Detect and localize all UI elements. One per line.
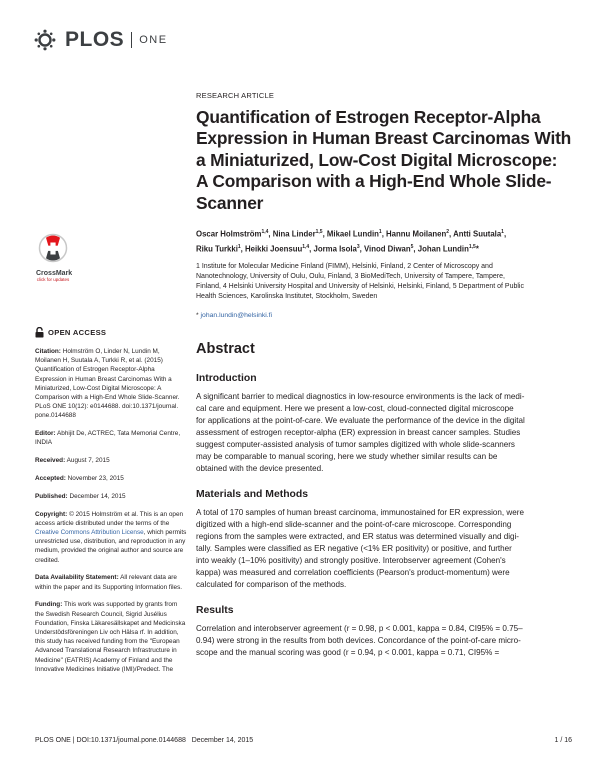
crossmark-subtitle: click for updates [36, 277, 70, 282]
published-label: Published: [35, 492, 68, 500]
journal-name: PLOS [65, 28, 125, 51]
paragraph-line: kappa) was measured and correlation coefficients (Pearson's product-momentum) were [196, 568, 510, 578]
received-date: August 7, 2015 [65, 457, 110, 465]
paragraph-line: A significant barrier to medical diagnostics in low-resource environments is the lack of medi- [196, 392, 525, 402]
affiliation-line: Health Sciences, Karolinska Institutet, Stockholm, Sweden [196, 293, 378, 301]
data-availability-label: Data Availability Statement: [35, 574, 119, 582]
funding-line: the Swedish Research Council, Sigrid Jusélius [35, 610, 167, 618]
title-line: Scanner [196, 192, 264, 213]
author-name[interactable]: Vinod Diwan [363, 244, 411, 254]
accepted-date: November 23, 2015 [65, 475, 124, 483]
funding-line: this study has received funding from the "European [35, 638, 180, 646]
paragraph-line: calculated for comparison of the methods. [196, 580, 347, 590]
author-affil-sup: 1,5 [315, 229, 323, 236]
affiliation-line: Finland, 4 Helsinki University Hospital and University of Helsinki, Helsinki, Finland, 5 Department of Public [196, 283, 524, 291]
paragraph-line: digitized with a high-end slide-scanner and the point-of-care microscope. Corresponding [196, 520, 512, 530]
section-paragraph [196, 623, 572, 659]
footer-doi: PLOS ONE | DOI:10.1371/journal.pone.0144688 [35, 737, 186, 744]
paragraph-line: Correlation and interobserver agreement (r = 0.98, p < 0.001, kappa = 0.84, CI95% = 0.75– [196, 624, 523, 634]
section-paragraph [196, 507, 572, 591]
section-heading: Materials and Methods [196, 489, 309, 501]
editor-block [35, 429, 183, 447]
author-name[interactable]: Hannu Moilanen [386, 229, 447, 239]
author-name[interactable]: Oscar Holmström [196, 229, 262, 239]
paragraph-line: cal care and equipment. Here we present a low-cost, cloud-connected digital microscope [196, 404, 514, 414]
editor-line: INDIA [35, 439, 53, 447]
page-number: 1 / 16 [554, 737, 572, 744]
author-name[interactable]: Heikki Joensuu [245, 244, 303, 254]
author-name[interactable]: Jorma Isola [313, 244, 357, 254]
logo-divider [131, 32, 132, 48]
copyright-line: unrestricted use, distribution, and reproduction in any [35, 538, 186, 546]
data-availability-block [35, 573, 183, 591]
corresponding-star: * [196, 312, 199, 320]
plos-logo-icon [34, 29, 62, 51]
journal-subname: ONE [139, 34, 168, 46]
author-affil-sup: 1 [378, 229, 382, 236]
citation-line: Moilanen H, Suutala A, Turkki R, et al. (2015) [35, 357, 163, 365]
article-main [196, 91, 572, 659]
section-paragraph [196, 391, 572, 475]
author-separator: , [449, 229, 454, 239]
author-name[interactable]: Riku Turkki [196, 244, 238, 254]
citation-label: Citation: [35, 348, 61, 355]
paragraph-line: regions from the samples were extracted, and ER status was determined visually and digi- [196, 532, 520, 542]
author-affil-sup: 1 [501, 229, 504, 236]
author-list [196, 226, 572, 256]
paragraph-line: for applications at the point-of-care. We evaluate the performance of the device in the digital [196, 416, 525, 426]
crossmark-title: CrossMark [36, 270, 73, 277]
paragraph-line: obtained with the device presented. [196, 464, 324, 474]
author-affil-sup: 3 [356, 243, 360, 250]
footer-date: December 14, 2015 [191, 737, 254, 744]
copyright-label: Copyright: [35, 510, 68, 518]
editor-line: Abhijit De, ACTREC, Tata Memorial Centre, [55, 430, 181, 438]
citation-line: Miniaturized, Low-Cost Digital Microscope: A [35, 384, 162, 392]
published-date: December 14, 2015 [67, 492, 126, 500]
title-line: Quantification of Estrogen Receptor-Alpha [196, 107, 541, 127]
paragraph-line: suggest computer-assisted analysis of tumor samples digitized with whole slide-scanners [196, 440, 515, 450]
article-sidebar [35, 327, 187, 683]
author-separator: , [309, 244, 314, 254]
copyright-line: , which permits [143, 529, 187, 537]
copyright-line: credited. [35, 556, 60, 564]
corresponding-marker: * [475, 244, 479, 254]
funding-block [35, 600, 186, 674]
author-affil-sup: 2 [446, 229, 450, 236]
paragraph-line: assessment of estrogen receptor-alpha (ER) expression in breast cancer samples. Studies [196, 428, 521, 438]
author-affil-sup: 1 [237, 243, 241, 250]
citation-block [35, 347, 183, 421]
funding-line: Advanced Translational Research Infrastructure in [35, 647, 177, 655]
paragraph-line: 0.94) were strong in the results from both devices. Concordance of the point-of-care micro- [196, 636, 521, 646]
data-availability-line: All relevant data are [118, 574, 177, 582]
section-heading: Results [196, 605, 234, 617]
license-link[interactable]: Creative Commons Attribution License [35, 529, 144, 537]
copyright-line: © 2015 Holmström et al. This is an open [67, 510, 184, 518]
author-name[interactable]: Johan Lundin [417, 244, 469, 254]
paragraph-line: scope and the manual scoring was good (r = 0.94, p < 0.001, kappa = 0.71, CI95% = [196, 648, 500, 658]
author-separator: , [268, 229, 273, 239]
abstract-heading: Abstract [196, 341, 255, 358]
crossmark-badge[interactable] [36, 233, 73, 282]
paragraph-line: tally. Samples were classified as ER negative (<1% ER positivity) or positive, and further [196, 544, 512, 554]
author-separator: , [240, 244, 246, 254]
copyright-block [35, 510, 187, 565]
author-separator: , [359, 244, 364, 254]
copyright-line: access article distributed under the terms of the [35, 519, 170, 527]
page-footer [35, 737, 572, 744]
citation-line: Quantification of Estrogen Receptor-Alpha [35, 366, 155, 374]
corresponding-author [196, 312, 572, 319]
affiliation-line: 1 Institute for Molecular Medicine Finland (FIMM), Helsinki, Finland, 2 Center of Microscopy and [196, 262, 493, 270]
section-heading: Introduction [196, 373, 257, 385]
open-access-text: OPEN ACCESS [48, 327, 107, 337]
open-access-label [35, 327, 183, 338]
open-lock-icon [35, 327, 44, 338]
published-block [35, 492, 183, 501]
citation-line: pone.0144688 [35, 412, 76, 420]
funding-line: This work was supported by grants from [62, 601, 178, 609]
funding-line: Medicine" (EATRIS) Academy of Finland and the [35, 656, 173, 664]
citation-line: PLoS ONE 10(12): e0144688. doi:10.1371/journal. [35, 403, 179, 411]
corresponding-email[interactable]: johan.lundin@helsinki.fi [198, 312, 273, 320]
author-name[interactable]: Nina Linder [272, 229, 316, 239]
copyright-line: medium, provided the original author and source are [35, 547, 184, 555]
paragraph-line: into weakly (1–10% positivity) and strongly positive. Interobserver agreement (Cohen's [196, 556, 506, 566]
author-affil-sup: 5 [410, 243, 414, 250]
affiliations [196, 262, 572, 303]
author-separator: , [381, 229, 387, 239]
paragraph-line: may be comparable to manual scoring, here we study whether similar results can be [196, 452, 498, 462]
funding-label: Funding: [35, 601, 63, 609]
author-name[interactable]: Mikael Lundin [326, 229, 379, 239]
received-block [35, 456, 183, 465]
accepted-block [35, 474, 183, 483]
paragraph-line: A total of 170 samples of human breast carcinoma, immunostained for ER expression, were [196, 508, 524, 518]
funding-line: Foundation, Finska Läkaresällskapet and Medicinska [35, 619, 186, 627]
title-line: a Miniaturized, Low-Cost Digital Microscope: [196, 149, 558, 170]
article-type: RESEARCH ARTICLE [196, 91, 275, 100]
footer-citation [35, 737, 253, 744]
article-title [196, 107, 572, 214]
title-line: A Comparison with a High-End Whole Slide- [196, 171, 552, 192]
citation-line: Comparison with a High-End Whole Slide-Scanner. [35, 394, 180, 402]
author-affil-sup: 1,4 [261, 229, 269, 236]
funding-line: Innovative Medicines Initiative (IMI)/Predect. The [35, 665, 174, 673]
editor-label: Editor: [35, 430, 56, 438]
author-separator: , [322, 229, 327, 239]
author-separator: , [413, 244, 418, 254]
journal-logo[interactable] [34, 28, 168, 52]
author-affil-sup: 1,4 [302, 243, 310, 250]
crossmark-icon [38, 233, 68, 269]
accepted-label: Accepted: [35, 475, 66, 483]
author-name[interactable]: Antti Suutala [453, 229, 502, 239]
author-separator: , [503, 229, 507, 239]
citation-line: Expression in Human Breast Carcinomas With a [35, 375, 172, 383]
title-line: Expression in Human Breast Carcinomas With [196, 128, 572, 149]
citation-line: Holmström O, Linder N, Lundin M, [60, 348, 160, 355]
funding-line: Understödsföreningen Liv och Hälsa rf. In addition, [35, 629, 179, 637]
affiliation-line: Nanotechnology, University of Oulu, Oulu, Finland, 3 BioMediTech, University of Tampere, Tampere, [196, 272, 505, 280]
received-label: Received: [35, 457, 66, 465]
data-availability-line: within the paper and its Supporting Information files. [35, 583, 183, 591]
author-affil-sup: 1,5 [468, 243, 476, 250]
